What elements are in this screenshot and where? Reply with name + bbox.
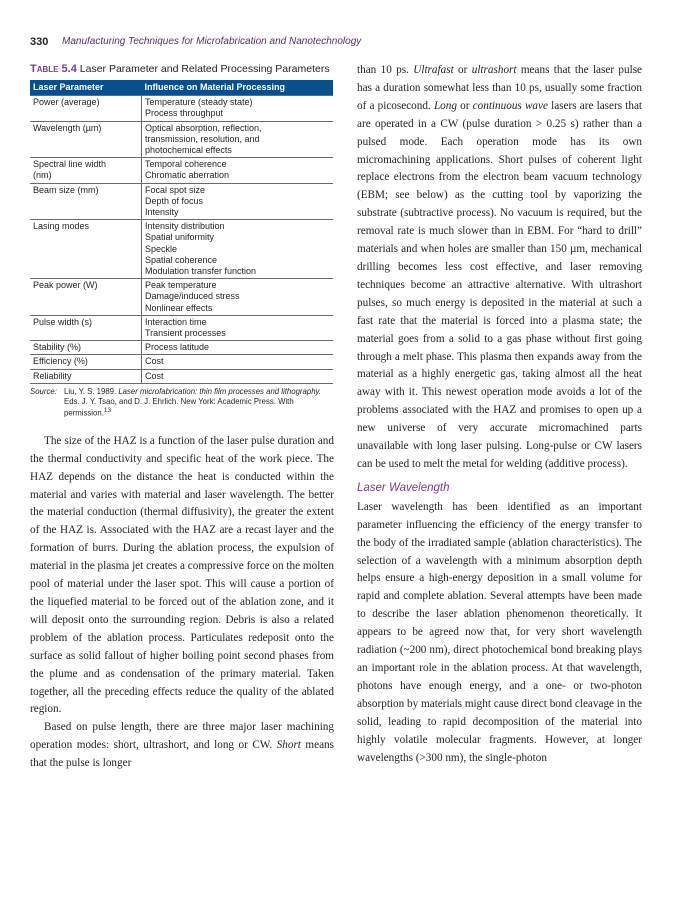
parameter-line: Lasing modes: [33, 221, 90, 232]
influence-line: Modulation transfer function: [145, 266, 257, 277]
table-row: [30, 279, 333, 316]
influence-line: Cost: [145, 370, 164, 381]
parameter-line: Beam size (mm): [33, 184, 99, 195]
influence-line: Process latitude: [145, 342, 210, 353]
influence-line: Intensity: [145, 207, 179, 218]
parameter-line: Efficiency (%): [33, 356, 88, 367]
source-reference-number: 13: [103, 407, 112, 415]
influence-line: Nonlinear effects: [145, 302, 213, 313]
term-ultrafast: Ultrafast: [413, 64, 454, 76]
paragraph-pulse-modes: [357, 62, 642, 474]
influence-cell: [142, 158, 334, 183]
pulse-text-1: than 10 ps.: [357, 64, 409, 76]
operation-modes-text: Based on pulse length, there are three major laser machining operation modes: short, ultrashort, and long or CW.: [30, 721, 334, 752]
source-author: Liu, Y. S. 1989.: [64, 386, 117, 396]
term-ultrashort: ultrashort: [471, 64, 517, 76]
influence-line: photochemical effects: [145, 145, 232, 156]
pulse-text-or-2: or: [460, 99, 470, 112]
table-source-note: [30, 387, 334, 419]
table-row: [30, 355, 333, 369]
parameter-line: (nm): [33, 170, 52, 181]
influence-cell: [142, 369, 334, 383]
influence-line: Intensity distribution: [145, 221, 225, 232]
parameter-line: Spectral line width: [33, 159, 107, 170]
operation-modes-text-end: means that the pulse is longer: [30, 739, 335, 770]
parameter-cell: [30, 369, 142, 383]
table-row: [30, 121, 333, 158]
influence-line: Depth of focus: [145, 195, 204, 206]
parameter-cell: [30, 121, 142, 158]
right-column: [357, 62, 642, 767]
running-title: Manufacturing Techniques for Microfabrication and Nanotechnology: [62, 36, 362, 47]
influence-cell: [142, 341, 334, 355]
parameter-cell: [30, 355, 142, 369]
pulse-text-2: means that the laser pulse has a duration somewhat less than 10 ps, usually some fraction of a picosecond.: [357, 64, 643, 112]
column-header-parameter: Laser Parameter: [30, 80, 142, 96]
influence-line: Optical absorption, reflection,: [145, 122, 262, 133]
section-heading-laser-wavelength: Laser Wavelength: [357, 481, 450, 494]
paragraph-haz: The size of the HAZ is a function of the laser pulse duration and the thermal conductivity and specific heat of the work piece. The HAZ depends on the distance the heat is conducted within the material and varies with material and laser wavelength. The better the material conduction (thermal diffusivity), the greater the extent of the HAZ is. Associated with the HAZ are a recast layer and the formation of burrs. During the ablation process, the expulsion of material in the plasma jet creates a compressive force on the molten pool of material under the laser spot. This will cause a portion of the liquefied material to be forced out of the ablation zone, and it will deposit onto the surrounding region. Debris is also a related problem of the ablation process. Particulates redeposit onto the surface as solid fallout of higher boiling point second phases from the plume and as condensation of the primary material. Taken together, all the preceding effects reduce the quality of the ablated region.: [30, 434, 334, 716]
parameter-line: Power (average): [33, 97, 100, 108]
influence-line: Chromatic aberration: [145, 170, 230, 181]
parameter-cell: [30, 220, 142, 279]
source-citation: [64, 387, 334, 419]
paragraph-laser-wavelength: Laser wavelength has been identified as an important parameter influencing the efficiency of the energy transfer to the body of the irradiated sample (ablation characteristics). The selection of a wavelength with a minimum absorption depth helps ensure a high-energy deposition in a small volume for rapid and complete ablation. Several attempts have been made to describe the laser ablation phenomenon theoretically. It appears to be agreed now that, for very short wavelength radiation (~200 nm), direct photochemical bond breaking plays an important role in the ablation process. At that wavelength, photons have enough energy, and a one- or two-photon absorption by materials might cause direct bond cleavage in the solid, leading to rapid decomposition of the material into highly volatile molecular fragments. However, at longer wavelengths (>300 nm), the single-photon: [357, 500, 642, 764]
influence-cell: [142, 355, 334, 369]
parameter-line: Wavelength (µm): [33, 122, 102, 133]
influence-cell: [142, 220, 334, 279]
influence-cell: [142, 315, 334, 340]
table-row: [30, 96, 333, 121]
parameter-line: Stability (%): [33, 342, 82, 353]
influence-line: Temporal coherence: [145, 159, 227, 170]
table-row: [30, 341, 333, 355]
column-header-influence: Influence on Material Processing: [142, 80, 334, 96]
influence-line: Transient processes: [145, 328, 226, 339]
source-publisher: Eds. J. Y. Tsao, and D. J. Ehrlich. New York: Academic Press. With permission.: [64, 396, 294, 419]
page-number: 330: [30, 36, 49, 48]
parameter-cell: [30, 279, 142, 316]
influence-line: Temperature (steady state): [145, 97, 253, 108]
parameter-cell: [30, 96, 142, 121]
parameter-line: Reliability: [33, 370, 72, 381]
influence-cell: [142, 183, 334, 220]
table-row: [30, 183, 333, 220]
source-book-title: Laser microfabrication: thin film processes and lithography.: [118, 386, 322, 396]
influence-line: Speckle: [145, 243, 178, 254]
parameter-cell: [30, 341, 142, 355]
parameter-line: Peak power (W): [33, 280, 98, 291]
table-row: [30, 220, 333, 279]
term-short: Short: [276, 739, 301, 752]
influence-line: Spatial coherence: [145, 254, 218, 265]
parameter-cell: [30, 183, 142, 220]
influence-line: Spatial uniformity: [145, 232, 215, 243]
parameter-cell: [30, 315, 142, 340]
influence-cell: [142, 96, 334, 121]
term-continuous-wave: continuous wave: [472, 99, 548, 112]
source-label: Source:: [30, 386, 57, 396]
table-row: [30, 158, 333, 183]
influence-line: Process throughput: [145, 108, 224, 119]
parameter-cell: [30, 158, 142, 183]
influence-line: Interaction time: [145, 316, 207, 327]
table-title: Laser Parameter and Related Processing Parameters: [79, 63, 330, 75]
parameter-table: [30, 80, 333, 384]
table-row: [30, 315, 333, 340]
influence-cell: [142, 279, 334, 316]
influence-cell: [142, 121, 334, 158]
influence-line: Focal spot size: [145, 184, 206, 195]
influence-line: transmission, resolution, and: [145, 133, 260, 144]
pulse-text-or: or: [458, 64, 468, 76]
table-label: Table 5.4: [30, 63, 77, 75]
paragraph-operation-modes: [30, 719, 334, 773]
parameter-line: Pulse width (s): [33, 316, 93, 327]
term-long: Long: [433, 99, 457, 112]
influence-line: Cost: [145, 356, 164, 367]
table-caption: [30, 62, 334, 76]
influence-line: Damage/induced stress: [145, 291, 240, 302]
influence-line: Peak temperature: [145, 280, 217, 291]
left-column: [30, 62, 334, 773]
table-body: [30, 96, 333, 384]
pulse-text-3: lasers are lasers that are operated in a CW (pulse duration > 0.25 s) rather than a pulsed mode. Each operation mode has its own micromachining applications. Short pulses of coherent light replace electrons from the electron beam vacuum technology (EBM; see below) as the cutting tool by vaporizing the substrate (subtractive process). No vacuum is required, but the removal rate is much slower than in EBM. For “hard to drill” materials and when holes are smaller than 150 µm, mechanical drilling becomes less cost effective, and laser removing techniques become an attractive alternative. With ultrashort pulses, so much energy is deposited in the material at such a fast rate that the material is forced into a plasma state; the material goes from a solid to a gas phase without first going through a melt phase. This plasma then expands away from the material as a highly energetic gas, taking almost all the heat away with it. This newest operation mode avoids a lot of the problems associated with the HAZ and promises to open up a new universe of very accurate micromachined parts unavailable with long laser pulsing. Long-pulse or CW lasers can be used to melt the metal for welding (additive process).: [357, 99, 643, 470]
table-row: [30, 369, 333, 383]
